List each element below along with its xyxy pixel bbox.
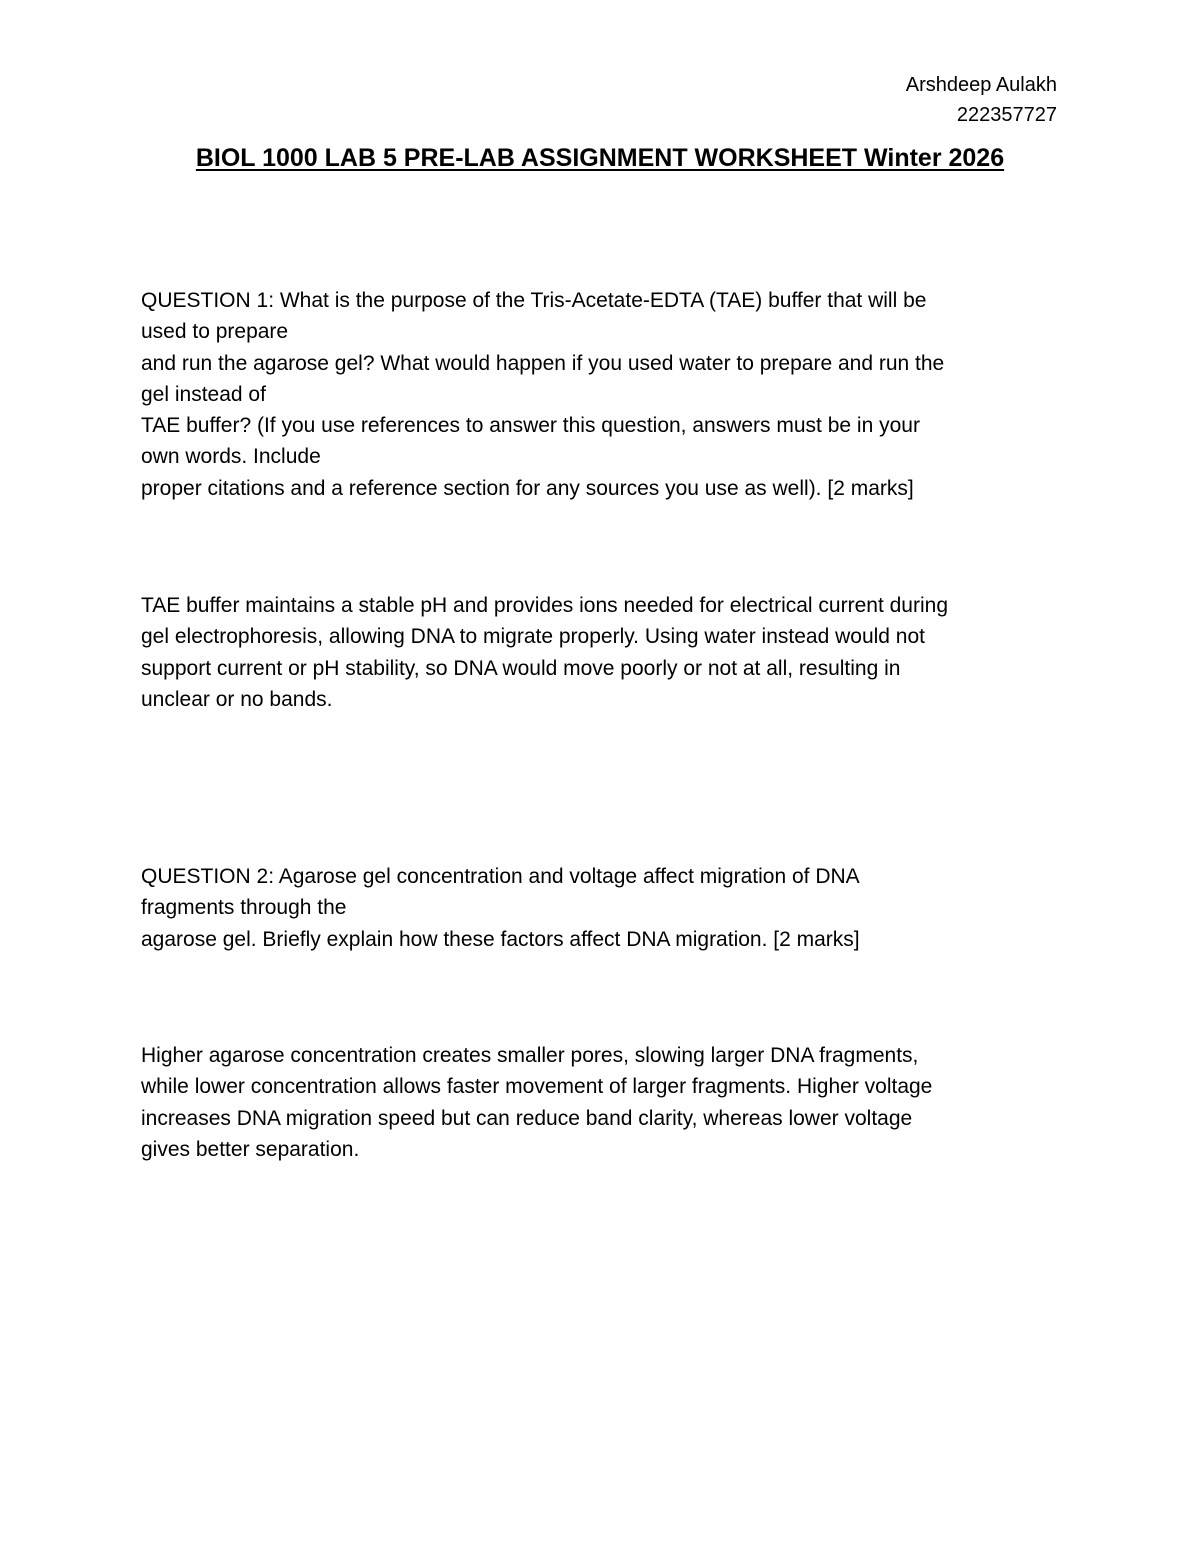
student-id: 222357727: [956, 104, 1057, 126]
question-1: [141, 285, 1061, 504]
answer-1-line: support current or pH stability, so DNA would move poorly or not at all, resulting in: [141, 656, 901, 680]
answer-1: [141, 590, 1061, 715]
answer-1-line: TAE buffer maintains a stable pH and provides ions needed for electrical current during: [141, 594, 949, 617]
question-1-line: proper citations and a reference section for any sources you use as well). [2 marks]: [141, 476, 914, 500]
question-2: [141, 861, 1061, 955]
document-title: BIOL 1000 LAB 5 PRE-LAB ASSIGNMENT WORKSHEET Winter 2026: [195, 144, 1005, 172]
question-1-line: and run the agarose gel? What would happen if you used water to prepare and run the: [141, 351, 945, 375]
question-1-line: own words. Include: [141, 445, 321, 469]
question-2-line: QUESTION 2: Agarose gel concentration and voltage affect migration of DNA: [141, 865, 860, 888]
answer-1-line: unclear or no bands.: [141, 687, 333, 711]
question-1-line: used to prepare: [141, 320, 289, 344]
author-name: Arshdeep Aulakh: [905, 74, 1057, 96]
answer-2: [141, 1040, 1061, 1165]
answer-2-line: Higher agarose concentration creates smaller pores, slowing larger DNA fragments,: [141, 1044, 919, 1067]
answer-2-line: increases DNA migration speed but can reduce band clarity, whereas lower voltage: [141, 1106, 913, 1130]
question-1-line: gel instead of: [141, 382, 266, 406]
question-1-line: QUESTION 1: What is the purpose of the Tris-Acetate-EDTA (TAE) buffer that will be: [141, 289, 927, 312]
answer-2-line: while lower concentration allows faster movement of larger fragments. Higher voltage: [141, 1075, 933, 1099]
question-1-line: TAE buffer? (If you use references to answer this question, answers must be in your: [141, 414, 920, 438]
answer-1-line: gel electrophoresis, allowing DNA to migrate properly. Using water instead would not: [141, 625, 926, 649]
question-2-line: fragments through the: [141, 896, 347, 920]
question-2-line: agarose gel. Briefly explain how these factors affect DNA migration. [2 marks]: [141, 927, 860, 951]
author-header: [906, 70, 1057, 130]
answer-2-line: gives better separation.: [141, 1137, 360, 1161]
